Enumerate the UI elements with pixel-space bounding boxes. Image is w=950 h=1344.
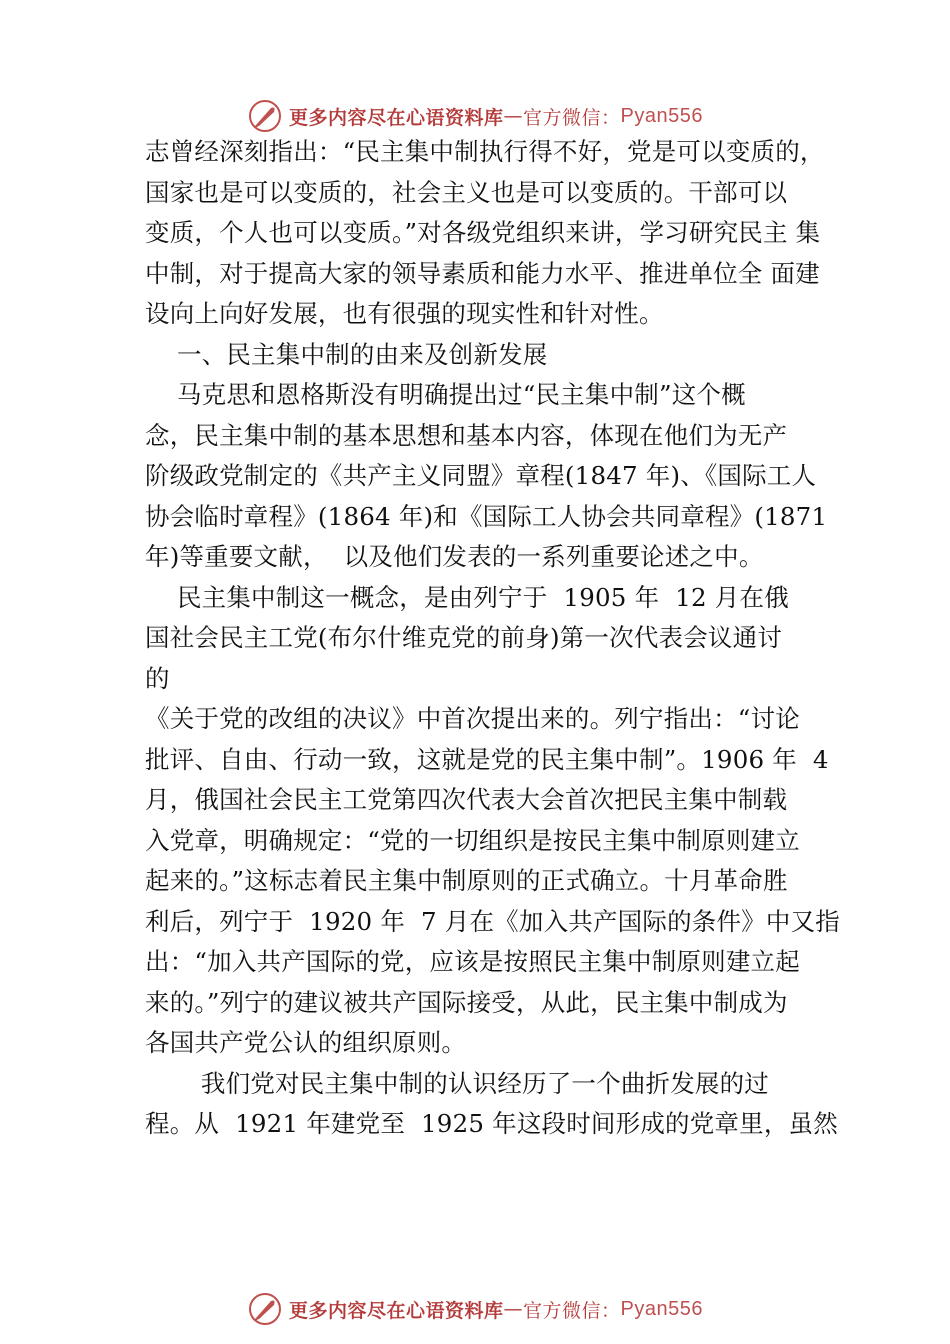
banner-brand-text: 更多内容尽在心语资料库 xyxy=(289,106,504,129)
footer-watermark-banner xyxy=(0,1289,950,1329)
text-line: 入党章，明确规定：“党的一切组织是按民主集中制原则建立 xyxy=(145,825,800,855)
text-line: 月，俄国社会民主工党第四次代表大会首次把民主集中制载 xyxy=(145,785,788,814)
text-line: 起来的。”这标志着民主集中制原则的正式确立。十月革命胜 xyxy=(145,866,788,895)
text-line: 我们党对民主集中制的认识经历了一个曲折发展的过 xyxy=(145,1068,770,1098)
section-heading: 一、民主集中制的由来及创新发展 xyxy=(145,339,548,369)
text-line: 协会临时章程》(1864 年)和《国际工人协会共同章程》(1871 xyxy=(145,501,828,531)
text-line: 利后，列宁于 1920 年 7 月在《加入共产国际的条件》中又指 xyxy=(145,906,840,936)
banner-wechat-id: Pyan556 xyxy=(620,104,703,127)
banner-wechat-label: 官方微信： xyxy=(523,1299,621,1322)
text-line: 志曾经深刻指出：“民主集中制执行得不好，党是可以变质的， xyxy=(145,137,825,166)
banner-dash: — xyxy=(503,105,524,127)
text-line: 念，民主集中制的基本思想和基本内容，体现在他们为无产 xyxy=(145,420,788,450)
text-line: 来的。”列宁的建议被共产国际接受，从此，民主集中制成为 xyxy=(145,987,788,1017)
text-line: 国社会民主工党(布尔什维克党的前身)第一次代表会议通讨 xyxy=(145,623,783,652)
text-line: 变质，个人也可以变质。”对各级党组织来讲，学习研究民主 集 xyxy=(145,218,821,247)
header-watermark-banner xyxy=(0,96,950,136)
text-line: 民主集中制这一概念，是由列宁于 1905 年 12 月在俄 xyxy=(145,582,789,612)
text-line: 年)等重要文献， 以及他们发表的一系列重要论述之中。 xyxy=(145,542,764,571)
text-line: 程。从 1921 年建党至 1925 年这段时间形成的党章里，虽然 xyxy=(145,1109,838,1138)
feather-pen-icon xyxy=(247,98,283,134)
banner-wechat-label: 官方微信： xyxy=(523,106,621,129)
text-line: 各国共产党公认的组织原则。 xyxy=(145,1028,467,1057)
banner-brand-text: 更多内容尽在心语资料库 xyxy=(289,1299,504,1322)
text-line: 《关于党的改组的决议》中首次提出来的。列宁指出：“讨论 xyxy=(145,704,800,733)
text-line: 的 xyxy=(145,663,170,693)
text-line: 阶级政党制定的《共产主义同盟》章程(1847 年)、《国际工人 xyxy=(145,461,817,490)
text-line: 中制，对于提高大家的领导素质和能力水平、推进单位全 面建 xyxy=(145,258,820,288)
banner-dash: — xyxy=(503,1298,524,1320)
text-line: 马克思和恩格斯没有明确提出过“民主集中制”这个概 xyxy=(145,380,746,409)
banner-wechat-id: Pyan556 xyxy=(620,1297,703,1320)
text-line: 国家也是可以变质的，社会主义也是可以变质的。干部可以 xyxy=(145,177,788,207)
feather-pen-icon xyxy=(247,1291,283,1327)
text-line: 出：“加入共产国际的党，应该是按照民主集中制原则建立起 xyxy=(145,947,800,976)
text-line: 批评、自由、行动一致，这就是党的民主集中制”。1906 年 4 xyxy=(145,744,829,774)
document-body xyxy=(145,132,840,1145)
text-line: 设向上向好发展，也有很强的现实性和针对性。 xyxy=(145,299,664,328)
